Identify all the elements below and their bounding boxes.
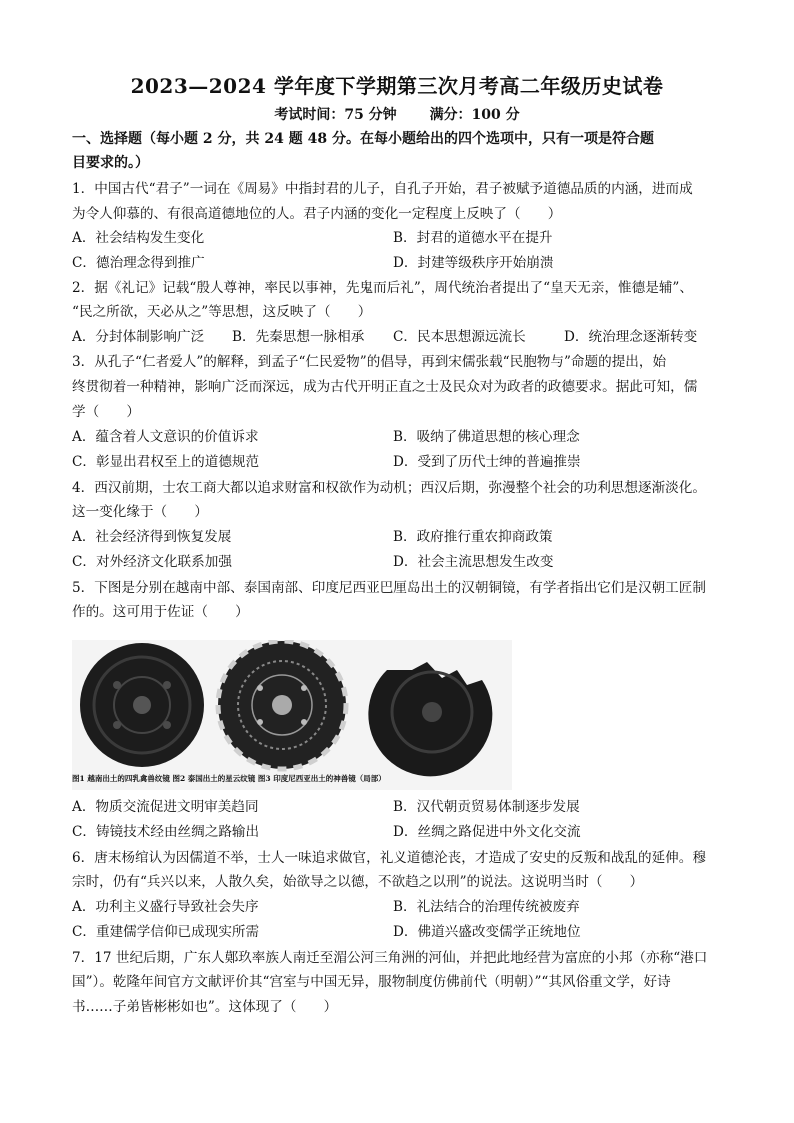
question-2-line-1: 2．据《礼记》记载“殷人尊神，率民以事神，先鬼而后礼”，周代统治者提出了“皇天无亲，惟德是辅”、 (72, 280, 693, 296)
exam-score: 满分：100 分 (429, 107, 520, 123)
question-7-line-2: 国”）。乾隆年间官方文献评价其“宫室与中国无异，服物制度仿佛前代（明朝）”“其风俗重文学，好诗 (72, 974, 671, 990)
question-1-line-2: 为令人仰慕的、有很高道德地位的人。君子内涵的变化一定程度上反映了（ ） (72, 206, 562, 222)
section-heading: 一、选择题（每小题 2 分，共 24 题 48 分。在每小题给出的四个选项中，只有一项是符合题 (72, 131, 654, 147)
question-5-line-2: 作的。这可用于佐证（ ） (72, 604, 249, 620)
question-2-option-c[interactable]: C．民本思想源远流长 (393, 329, 526, 345)
question-6-option-d[interactable]: D．佛道兴盛改变儒学正统地位 (393, 924, 581, 940)
question-4-line-1: 4．西汉前期，士农工商大都以追求财富和权欲作为动机；西汉后期，弥漫整个社会的功利思想逐渐淡化。 (72, 480, 706, 496)
section-heading-cont: 目要求的。） (72, 155, 149, 171)
question-7-line-3: 书……子弟皆彬彬如也”。这体现了（ ） (72, 999, 338, 1015)
question-5-option-c[interactable]: C．铸镜技术经由丝绸之路输出 (72, 824, 260, 840)
question-1-option-d[interactable]: D．封建等级秩序开始崩溃 (393, 255, 554, 271)
exam-title: 2023—2024 学年度下学期第三次月考高二年级历史试卷 (130, 74, 664, 98)
question-6-line-1: 6．唐末杨绾认为因儒道不举，士人一味追求做官，礼义道德沦丧，才造成了安史的反叛和战乱的延伸。穆 (72, 850, 706, 866)
question-5-option-d[interactable]: D．丝绸之路促进中外文化交流 (393, 824, 581, 840)
question-2-option-d[interactable]: D．统治理念逐渐转变 (564, 329, 698, 345)
exam-time: 考试时间：75 分钟 (274, 107, 397, 123)
question-3-option-b[interactable]: B．吸纳了佛道思想的核心理念 (393, 429, 580, 445)
question-4-option-a[interactable]: A．社会经济得到恢复发展 (72, 529, 232, 545)
exam-info (0, 104, 794, 124)
question-1-option-b[interactable]: B．封君的道德水平在提升 (393, 230, 553, 246)
question-4-option-b[interactable]: B．政府推行重农抑商政策 (393, 529, 553, 545)
question-5-option-b[interactable]: B．汉代朝贡贸易体制逐步发展 (393, 799, 580, 815)
question-3-line-1: 3．从孔子“仁者爱人”的解释，到孟子“仁民爱物”的倡导，再到宋儒张载“民胞物与”命题的提出，始 (72, 354, 667, 370)
question-6-line-2: 宗时，仍有“兵兴以来，人散久矣，始欲导之以德，不欲趋之以刑”的说法。这说明当时（ ） (72, 874, 644, 890)
question-3-line-2: 终贯彻着一种精神，影响广泛而深远，成为古代开明正直之士及民众对为政者的政德要求。据此可知，儒 (72, 379, 698, 395)
question-3-option-a[interactable]: A．蕴含着人文意识的价值诉求 (72, 429, 259, 445)
question-2-option-b[interactable]: B．先秦思想一脉相承 (232, 329, 365, 345)
question-5-option-a[interactable]: A．物质交流促进文明审美趋同 (72, 799, 259, 815)
question-3-option-c[interactable]: C．彰显出君权至上的道德规范 (72, 454, 260, 470)
question-4-option-d[interactable]: D．社会主流思想发生改变 (393, 554, 554, 570)
question-1-option-a[interactable]: A．社会结构发生变化 (72, 230, 205, 246)
bronze-mirrors-figure (72, 640, 512, 790)
mirror-2-image (218, 641, 346, 769)
question-1-option-c[interactable]: C．德治理念得到推广 (72, 255, 205, 271)
question-6-option-c[interactable]: C．重建儒学信仰已成现实所需 (72, 924, 260, 940)
question-6-option-b[interactable]: B．礼法结合的治理传统被废弃 (393, 899, 580, 915)
question-3-line-3: 学（ ） (72, 404, 140, 420)
question-6-option-a[interactable]: A．功利主义盛行导致社会失序 (72, 899, 259, 915)
mirror-1-image (80, 643, 204, 767)
question-2-line-2: “民之所欲，天必从之”等思想，这反映了（ ） (72, 304, 372, 320)
question-4-option-c[interactable]: C．对外经济文化联系加强 (72, 554, 232, 570)
question-5-line-1: 5．下图是分别在越南中部、泰国南部、印度尼西亚巴厘岛出土的汉朝铜镜，有学者指出它们是汉朝工匠制 (72, 580, 706, 596)
question-4-line-2: 这一变化缘于（ ） (72, 504, 208, 520)
question-1-line-1: 1．中国古代“君子”一词在《周易》中指封君的儿子，自孔子开始，君子被赋予道德品质的内涵，进而成 (72, 181, 693, 197)
figure-caption: 图1 越南出土的四乳禽兽纹镜 图2 泰国出土的星云纹镜 图3 印度尼西亚出土的神兽镜（局部） (72, 774, 386, 783)
question-7-line-1: 7．17 世纪后期，广东人鄚玖率族人南迁至湄公河三角洲的河仙，并把此地经营为富庶的小邦（亦称“港口 (72, 950, 708, 966)
question-2-option-a[interactable]: A．分封体制影响广泛 (72, 329, 205, 345)
question-3-option-d[interactable]: D．受到了历代士绅的普遍推崇 (393, 454, 581, 470)
